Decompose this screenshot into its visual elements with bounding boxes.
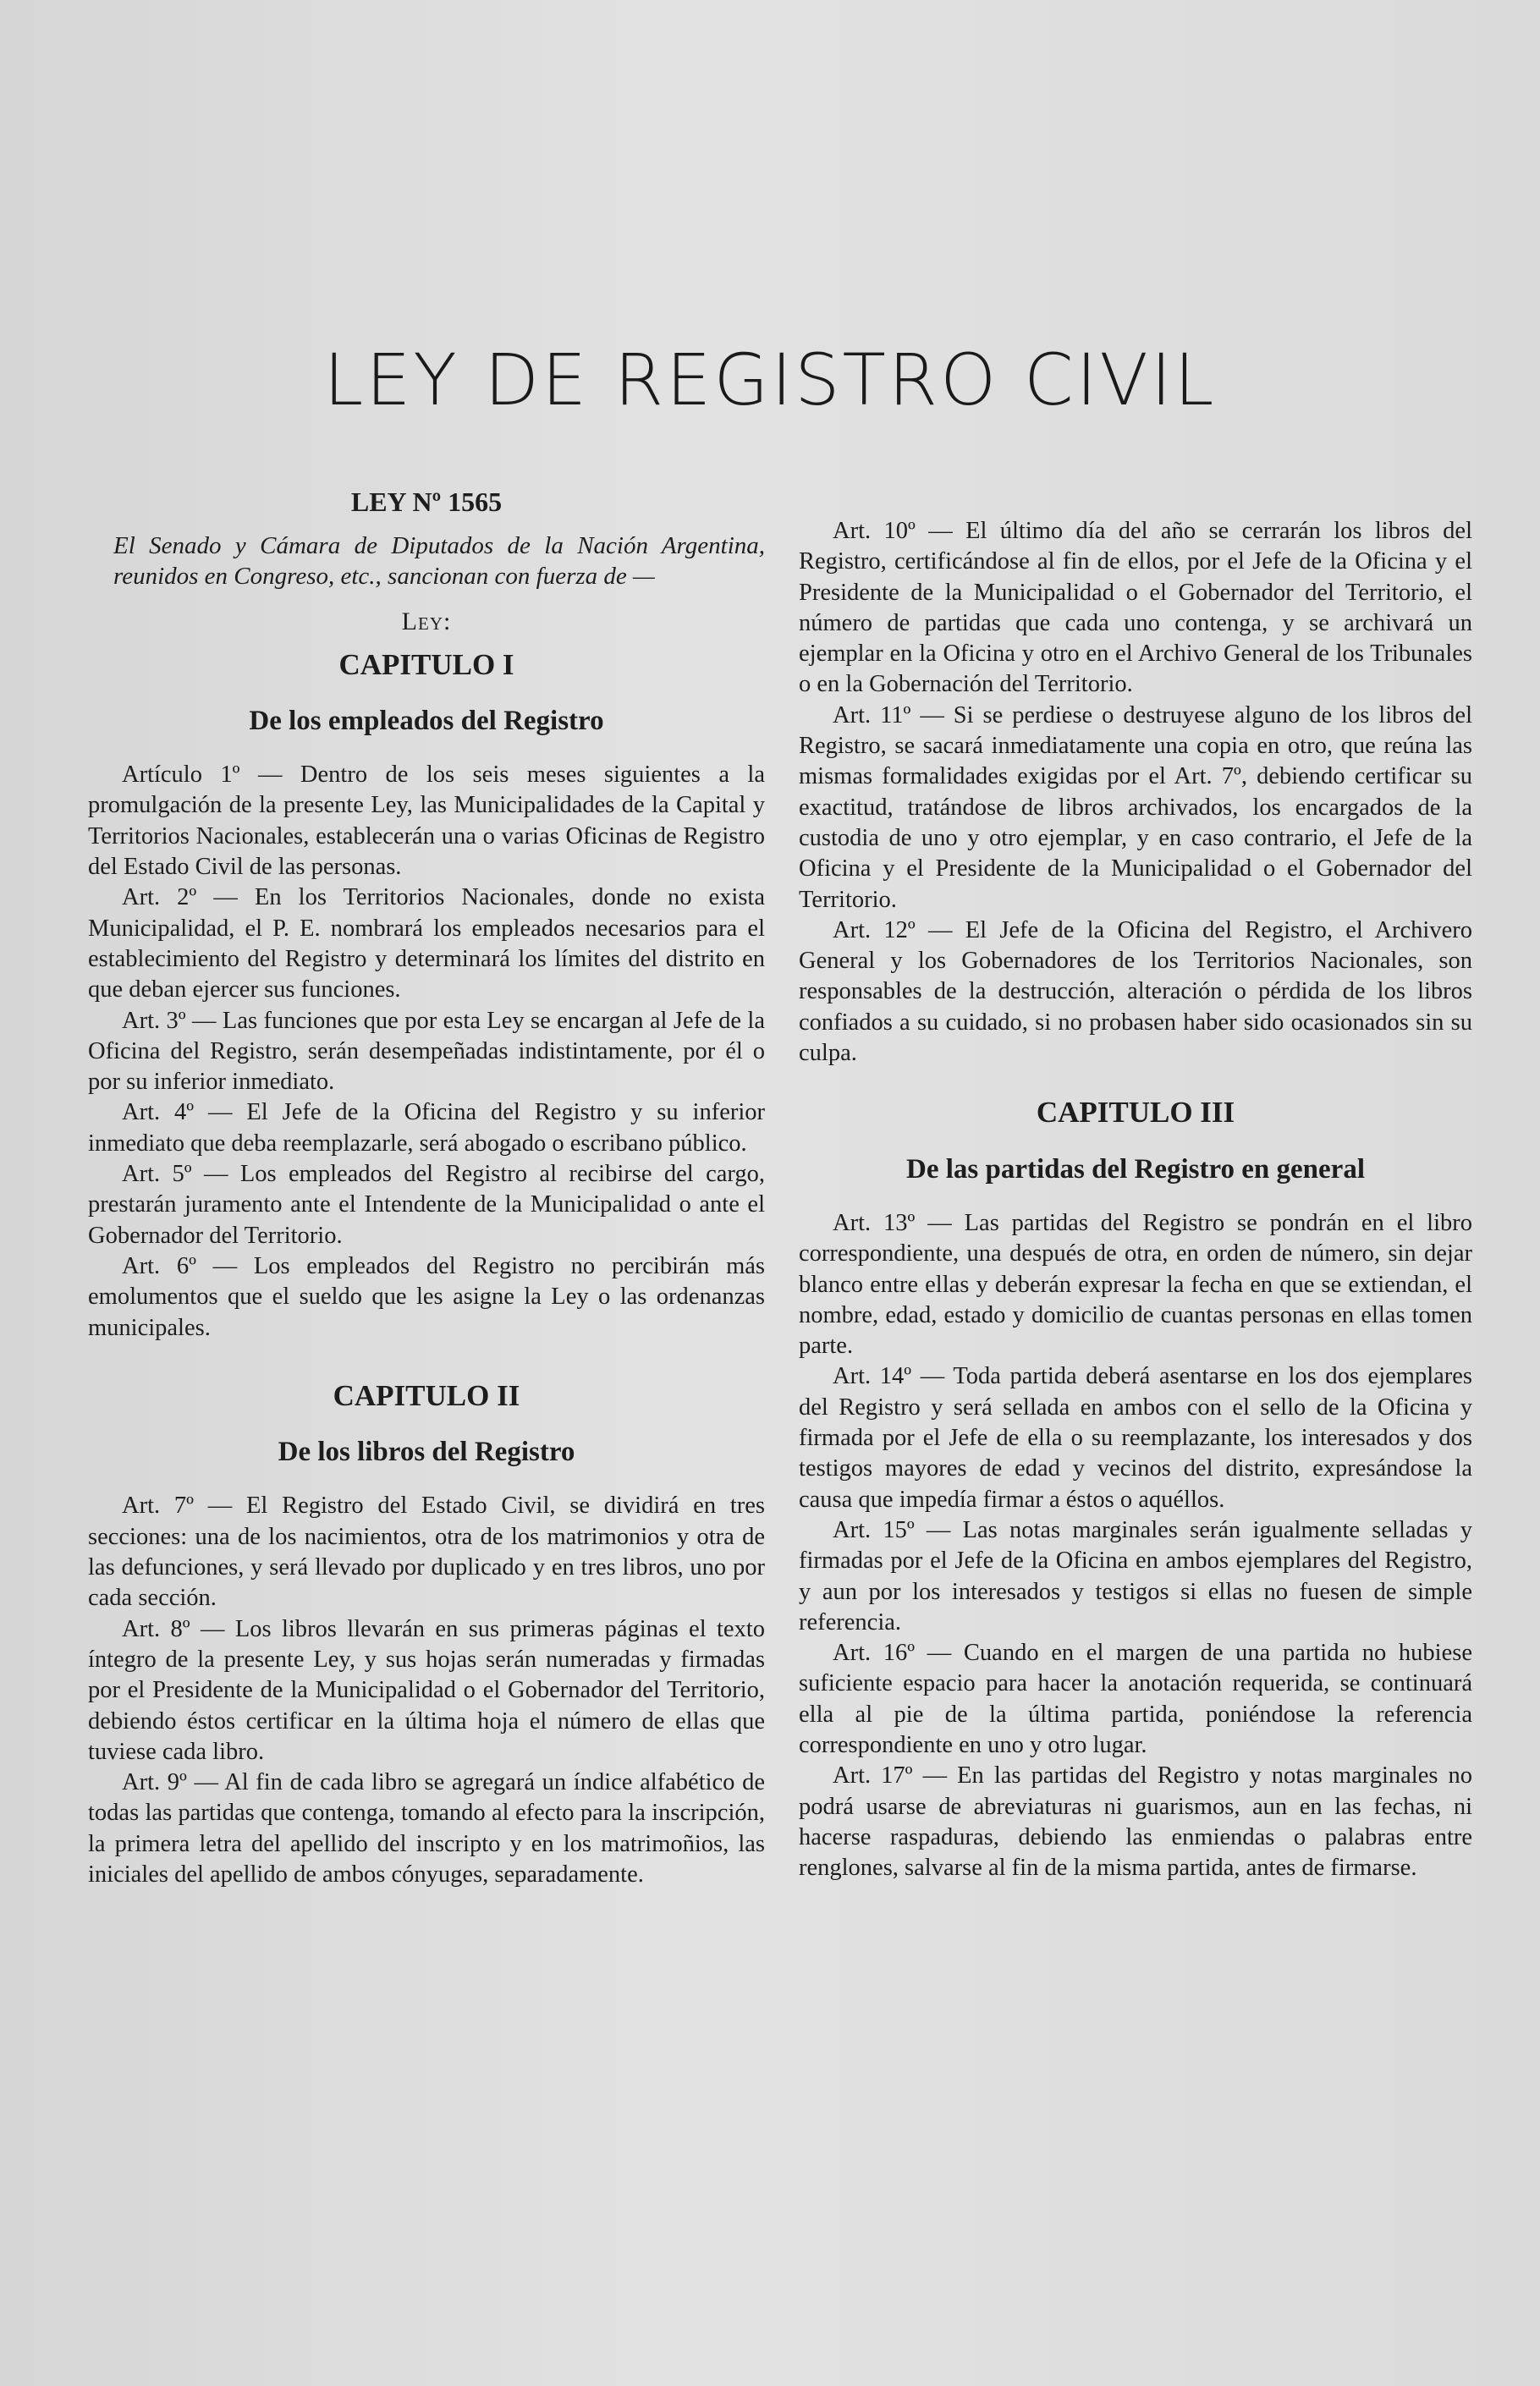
law-number: LEY Nº 1565 (350, 487, 503, 517)
article-4: Art. 4º — El Jefe de la Oficina del Registro y su inferior inmediato que deba reemplazarle, será abogado o escribano público. (88, 1099, 765, 1157)
article-16: Art. 16º — Cuando en el margen de una partida no hubiese suficiente espacio para hacer la anotación requerida, se continuará ella al pie de la última partida, poniéndose la referencia correspondiente en uno y otro lugar. (799, 1640, 1472, 1758)
preamble: El Senado y Cámara de Diputados de la Nación Argentina, reunidos en Congreso, etc., sancionan con fuerza de — (113, 532, 765, 591)
article-6: Art. 6º — Los empleados del Registro no percibirán más emolumentos que el sueldo que les asigne la Ley o las ordenanzas municipales. (88, 1252, 765, 1341)
article-15: Art. 15º — Las notas marginales serán igualmente selladas y firmadas por el Jefe de la Oficina en ambos ejemplares del Registro, y aun por los interesados y testigos si ellas no fuesen de simple referencia. (799, 1516, 1472, 1636)
chapter-3-subtitle: De las partidas del Registro en general (905, 1153, 1365, 1185)
article-11: Art. 11º — Si se perdiese o destruyese alguno de los libros del Registro, se sacará inmediatamente una copia en otro, que reúna las mismas formalidades exigidas por el Art. 7º, debiendo certificar su exactitud, tratándose de libros archivados, los encargados de la custodia de uno y otro ejemplar, y en caso contrario, el Jefe de la Oficina y el Presidente de la Municipalidad o el Gobernador del Territorio. (799, 701, 1472, 913)
chapter-1-subtitle: De los empleados del Registro (249, 705, 604, 736)
article-9: Art. 9º — Al fin de cada libro se agregará un índice alfabético de todas las partidas que contenga, tomando al efecto para la inscripción, la primera letra del apellido del inscripto y en los matrimoñios, las iniciales del apellido de ambos cónyuges, separadamente. (88, 1769, 765, 1888)
article-17: Art. 17º — En las partidas del Registro y notas marginales no podrá usarse de abreviaturas ni guarismos, aun en las fechas, ni hacerse raspaduras, debiendo las enmiendas o palabras entre renglones, salvarse al fin de la misma partida, antes de firmarse. (799, 1762, 1472, 1882)
chapter-2-title: CAPITULO II (333, 1378, 520, 1412)
right-column (799, 516, 1472, 1883)
ley-label: Ley: (401, 607, 452, 636)
article-12: Art. 12º — El Jefe de la Oficina del Registro, el Archivero General y los Gobernadores de los Territorios Nacionales, son responsables de la destrucción, alteración o pérdida de los libros confiados a su cuidado, si no probasen haber sido ocasionados sin su culpa. (799, 916, 1472, 1067)
article-3: Art. 3º — Las funciones que por esta Ley se encargan al Jefe de la Oficina del Registro, serán desempeñadas indistintamente, por él o por su inferior inmediato. (88, 1007, 765, 1096)
article-2: Art. 2º — En los Territorios Nacionales, donde no exista Municipalidad, el P. E. nombrará los empleados necesarios para el establecimiento del Registro y determinará los límites del distrito en que deban ejercer sus funciones. (88, 884, 765, 1003)
left-column (88, 487, 765, 1890)
chapter-1-title: CAPITULO I (338, 647, 514, 681)
chapter-2-subtitle: De los libros del Registro (278, 1437, 575, 1468)
chapter-3-title: CAPITULO III (1036, 1096, 1235, 1130)
article-8: Art. 8º — Los libros llevarán en sus primeras páginas el texto íntegro de la presente Ley, y sus hojas serán numeradas y firmadas por el Presidente de la Municipalidad o el Gobernador del Territorio, debiendo éstos certificar en la última hoja el número de ellas que tuviese cada libro. (88, 1615, 765, 1765)
article-14: Art. 14º — Toda partida deberá asentarse en los dos ejemplares del Registro y será sellada en ambos con el sello de la Oficina y firmada por el Jefe de ella o su reemplazante, los interesados y dos testigos mayores de edad y vecinos del distrito, expresándose la causa que impedía firmar a éstos o aquéllos. (799, 1363, 1472, 1513)
article-5: Art. 5º — Los empleados del Registro al recibirse del cargo, prestarán juramento ante el Intendente de la Municipalidad o ante el Gobernador del Territorio. (88, 1161, 765, 1249)
article-1: Artículo 1º — Dentro de los seis meses siguientes a la promulgación de la presente Ley, las Municipalidades de la Capital y Territorios Nacionales, establecerán una o varias Oficinas de Registro del Estado Civil de las personas. (88, 761, 765, 881)
page-title: LEY DE REGISTRO CIVIL (323, 338, 1217, 421)
article-7: Art. 7º — El Registro del Estado Civil, se dividirá en tres secciones: una de los nacimientos, otra de los matrimonios y otra de las defunciones, y será llevado por duplicado y en tres libros, uno por cada sección. (88, 1493, 765, 1612)
article-10: Art. 10º — El último día del año se cerrarán los libros del Registro, certificándose al fin de ellos, por el Jefe de la Oficina y el Presidente de la Municipalidad o el Gobernador del Territorio, el número de partidas que cada uno contenga, y se archivará un ejemplar en la Oficina y otro en el Archivo General de los Tribunales o en la Gobernación del Territorio. (799, 518, 1472, 698)
article-13: Art. 13º — Las partidas del Registro se pondrán en el libro correspondiente, una después de otra, en orden de número, sin dejar blanco entre ellas y deberán expresar la fecha en que se extiendan, el nombre, edad, estado y domicilio de cuantas personas en ellas tomen parte. (799, 1209, 1472, 1360)
